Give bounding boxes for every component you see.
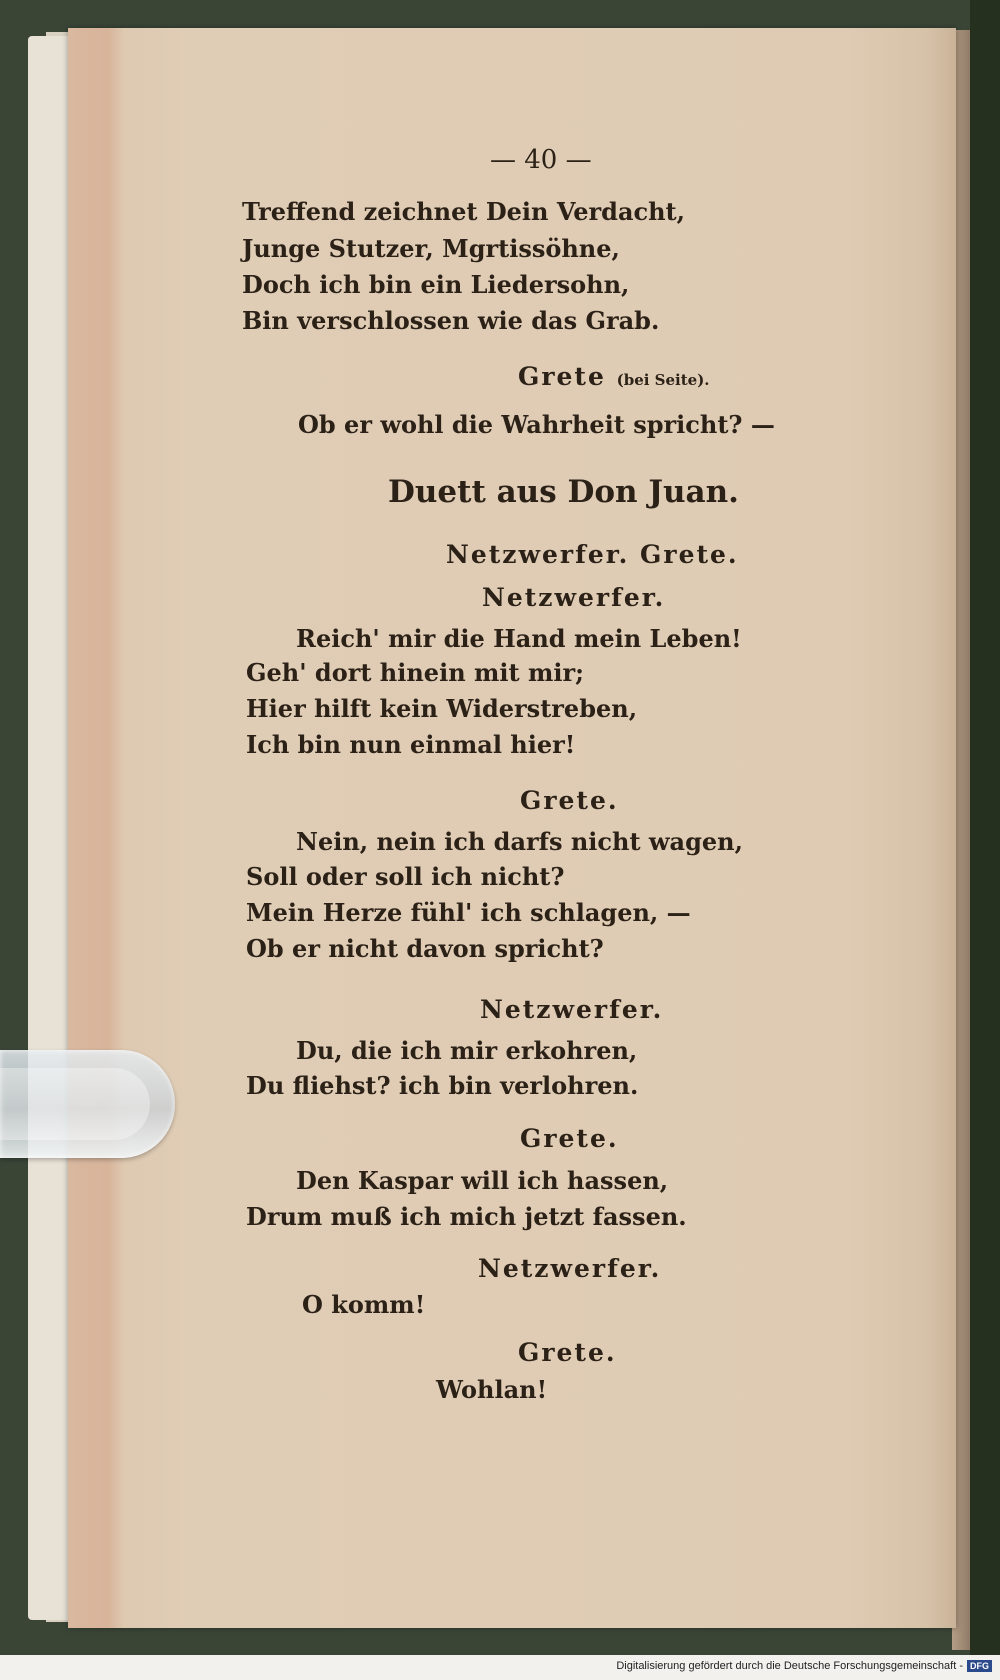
scan-right-strip: [970, 0, 1000, 1655]
verse-line: Geh' dort hinein mit mir;: [246, 658, 584, 687]
verse-line: Nein, nein ich darfs nicht wagen,: [296, 827, 743, 856]
verse-line: Wohlan!: [436, 1375, 548, 1404]
section-title: Duett aus Don Juan.: [388, 474, 739, 510]
verse-line: Doch ich bin ein Liedersohn,: [242, 270, 630, 299]
verse-line: Du, die ich mir erkohren,: [296, 1036, 638, 1065]
verse-line: Du fliehst? ich bin verlohren.: [246, 1071, 639, 1100]
verse-line: O komm!: [302, 1290, 426, 1319]
speaker-name: Grete: [518, 362, 606, 391]
book-edge: [28, 36, 68, 1620]
verse-line: Ob er nicht davon spricht?: [246, 934, 604, 963]
digitization-credit: [616, 1660, 992, 1672]
cast-list: Netzwerfer. Grete.: [446, 540, 739, 569]
verse-line: Junge Stutzer, Mgrtissöhne,: [242, 234, 620, 263]
verse-line: Reich' mir die Hand mein Leben!: [296, 624, 742, 653]
speaker-heading: [518, 362, 710, 391]
credit-text: Digitalisierung gefördert durch die Deutsche Forschungsgemeinschaft -: [616, 1660, 963, 1672]
speaker-name: Netzwerfer.: [482, 583, 666, 612]
verse-line: Ob er wohl die Wahrheit spricht? —: [298, 410, 775, 439]
speaker-name: Grete.: [518, 1338, 617, 1367]
speaker-name: Grete.: [520, 786, 619, 815]
dfg-logo: DFG: [967, 1660, 992, 1672]
verse-line: Bin verschlossen wie das Grab.: [242, 306, 660, 335]
verse-line: Ich bin nun einmal hier!: [246, 730, 576, 759]
speaker-name: Netzwerfer.: [478, 1254, 662, 1283]
speaker-name: Grete.: [520, 1124, 619, 1153]
verse-line: Den Kaspar will ich hassen,: [296, 1166, 669, 1195]
verse-line: Soll oder soll ich nicht?: [246, 862, 565, 891]
speaker-name: Netzwerfer.: [480, 995, 664, 1024]
page-holder-clip-highlight: [0, 1068, 150, 1140]
verse-line: Treffend zeichnet Dein Verdacht,: [242, 197, 685, 226]
page-number: — 40 —: [490, 145, 592, 175]
stage-direction: (bei Seite).: [616, 371, 710, 389]
verse-line: Mein Herze fühl' ich schlagen, —: [246, 898, 691, 927]
verse-line: Drum muß ich mich jetzt fassen.: [246, 1202, 687, 1231]
verse-line: Hier hilft kein Widerstreben,: [246, 694, 638, 723]
